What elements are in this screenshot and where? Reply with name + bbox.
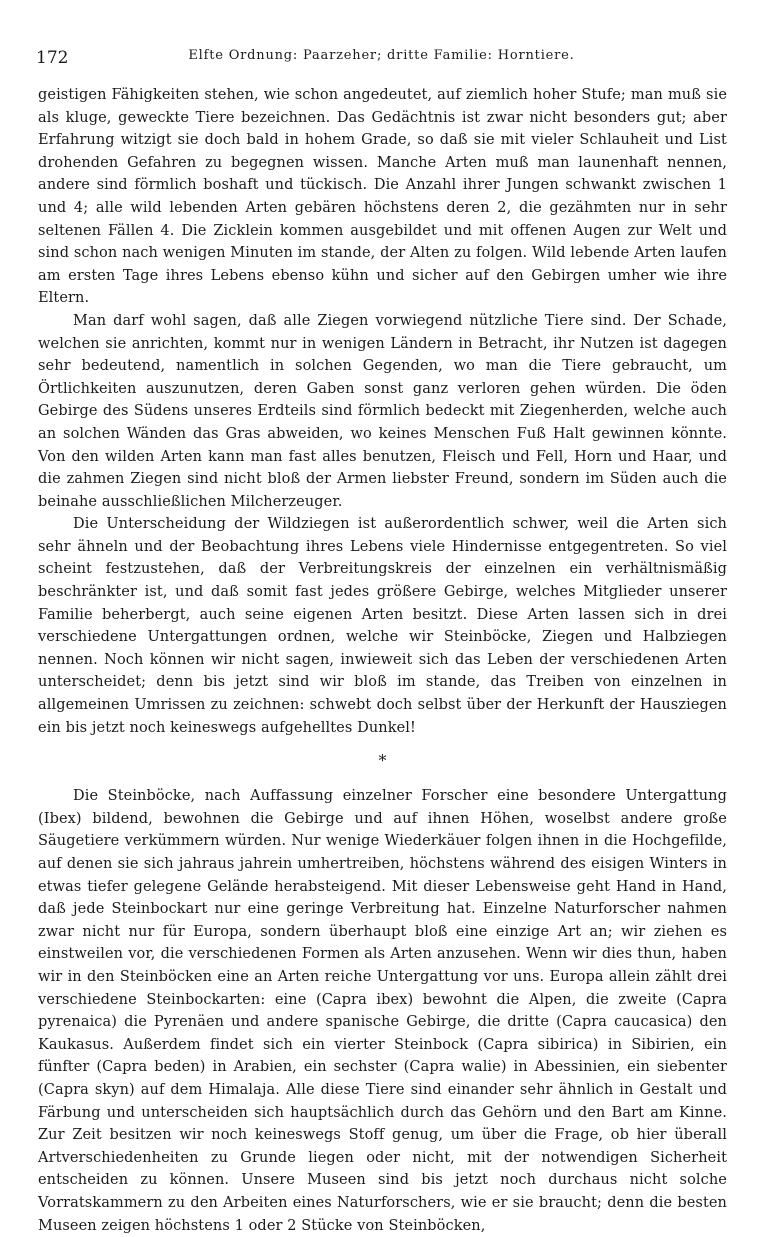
page-number: 172 — [36, 48, 69, 68]
page-header — [36, 44, 727, 70]
page-body — [38, 84, 727, 1237]
paragraph-continuation: geistigen Fähigkeiten stehen, wie schon angedeutet, auf ziemlich hoher Stufe; man muß sie als kluge, geweckte Tiere bezeichnen. Das Gedächtnis ist zwar nicht besonders gut; aber Erfahrung witzigt sie doch bald in hohem Grade, so daß sie mit vieler Schlauheit und List drohenden Gefahren zu begegnen wissen. Manche Arten muß man launenhaft nennen, andere sind förmlich boshaft und tückisch. Die Anzahl ihrer Jungen schwankt zwischen 1 und 4; alle wild lebenden Arten gebären höchstens deren 2, die gezähmten nur in sehr seltenen Fällen 4. Die Zicklein kommen ausgebildet und mit offenen Augen zur Welt und sind schon nach wenigen Minuten im stande, der Alten zu folgen. Wild lebende Arten laufen am ersten Tage ihres Lebens ebenso kühn und sicher auf den Gebirgen umher wie ihre Eltern. — [38, 87, 727, 307]
section-divider: * — [378, 751, 387, 771]
paragraph-ibex: Die Steinböcke, nach Auffassung einzelner Forscher eine besondere Untergattung (Ibex) bildend, bewohnen die Gebirge und auf ihnen Höhen, woselbst andere große Säugetiere verkümmern würden. Nur wenige Wiederkäuer folgen ihnen in die Hochgefilde, auf denen sie sich jahraus jahrein umhertreiben, höchstens während des eisigen Winters in etwas tiefer gelegene Gelände herabsteigend. Mit dieser Lebensweise geht Hand in Hand, daß jede Steinbockart nur eine geringe Verbreitung hat. Einzelne Naturforscher nahmen zwar nicht nur für Europa, sondern überhaupt bloß eine einzige Art an; wir ziehen es einstweilen vor, die verschiedenen Formen als Arten anzusehen. Wenn wir dies thun, haben wir in den Steinböcken eine an Arten reiche Untergattung vor uns. Europa allein zählt drei verschiedene Steinbockarten: eine (Capra ibex) bewohnt die Alpen, die zweite (Capra pyrenaica) die Pyrenäen und andere spanische Gebirge, die dritte (Capra caucasica) den Kaukasus. Außerdem findet sich ein vierter Steinbock (Capra sibirica) in Sibirien, ein fünfter (Capra beden) in Arabien, ein sechster (Capra walie) in Abessinien, ein siebenter (Capra skyn) auf dem Himalaja. Alle diese Tiere sind einander sehr ähnlich in Gestalt und Färbung und unterscheiden sich hauptsächlich durch das Gehörn und den Bart am Kinne. Zur Zeit besitzen wir noch keineswegs Stoff genug, um über die Frage, ob hier überall Artverschiedenheiten zu Grunde liegen oder nicht, mit der notwendigen Sicherheit entscheiden zu können. Unsere Museen sind bis jetzt noch durchaus nicht solche Vorratskammern zu den Arbeiten eines Naturforschers, wie er sie braucht; denn die besten Museen zeigen höchstens 1 oder 2 Stücke von Steinböcken, — [38, 788, 727, 1234]
paragraph-goat-usefulness: Man darf wohl sagen, daß alle Ziegen vorwiegend nützliche Tiere sind. Der Schade, welchen sie anrichten, kommt nur in wenigen Ländern in Betracht, ihr Nutzen ist dagegen sehr bedeutend, namentlich in solchen Gegenden, wo man die Tiere gebraucht, um Örtlichkeiten auszunutzen, deren Gaben sonst ganz verloren gehen würden. Die öden Gebirge des Südens unseres Erdteils sind förmlich bedeckt mit Ziegenherden, welche auch an solchen Wänden das Gras abweiden, wo keines Menschen Fuß Halt gewinnen könnte. Von den wilden Arten kann man fast alles benutzen, Fleisch und Fell, Horn und Haar, und die zahmen Ziegen sind nicht bloß der Armen liebster Freund, sondern im Süden auch die beinahe ausschließlichen Milcherzeuger. — [38, 312, 727, 510]
paragraph-wild-goat-distinction: Die Unterscheidung der Wildziegen ist außerordentlich schwer, weil die Arten sich sehr ähneln und der Beobachtung ihres Lebens viele Hindernisse entgegentreten. So viel scheint festzustehen, daß der Verbreitungskreis der einzelnen ein verhältnismäßig beschränkter ist, und daß somit fast jedes größere Gebirge, welches Mitglieder unserer Familie beherbergt, auch seine eigenen Arten besitzt. Diese Arten lassen sich in drei verschiedene Untergattungen ordnen, welche wir Steinböcke, Ziegen und Halbziegen nennen. Noch können wir nicht sagen, inwieweit sich das Leben der verschiedenen Arten unterscheidet; denn bis jetzt sind wir bloß im stande, das Treiben von einzelnen in allgemeinen Umrissen zu zeichnen: schwebt doch selbst über der Herkunft der Hausziegen ein bis jetzt noch keineswegs aufgehelltes Dunkel! — [38, 516, 727, 736]
running-head: Elfte Ordnung: Paarzeher; dritte Familie: Horntiere. — [188, 48, 575, 63]
